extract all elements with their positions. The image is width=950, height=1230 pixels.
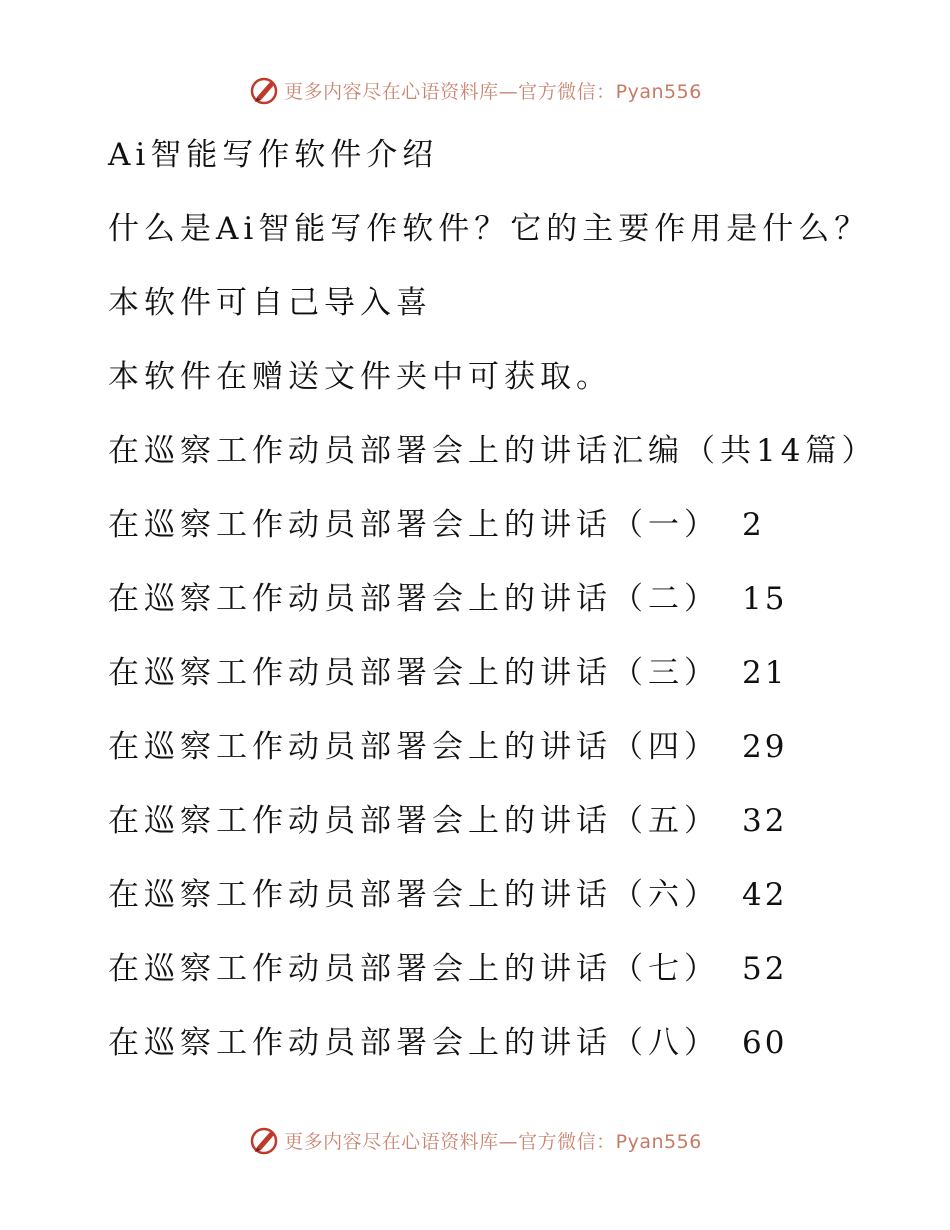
toc-item	[108, 932, 908, 1006]
toc-item-label: 在巡察工作动员部署会上的讲话（八）	[108, 1025, 720, 1061]
toc-item-label: 在巡察工作动员部署会上的讲话（三）	[108, 655, 720, 691]
toc-item	[108, 488, 908, 562]
toc-item	[108, 784, 908, 858]
toc-item-label: 在巡察工作动员部署会上的讲话（二）	[108, 581, 720, 617]
toc-item-page: 60	[742, 1025, 788, 1061]
toc-item-page: 42	[742, 877, 788, 913]
pen-logo-icon	[248, 74, 280, 106]
banner-text: 更多内容尽在心语资料库—官方微信：Pyan556	[284, 80, 702, 103]
toc-item-page: 32	[742, 803, 788, 839]
toc-item	[108, 858, 908, 932]
toc-item-page: 52	[742, 951, 788, 987]
toc-item	[108, 1006, 908, 1080]
toc-item	[108, 636, 908, 710]
toc-item-page: 15	[742, 581, 788, 617]
footer-banner	[0, 1120, 950, 1160]
banner-text: 更多内容尽在心语资料库—官方微信：Pyan556	[284, 1130, 702, 1153]
toc-item-label: 在巡察工作动员部署会上的讲话（四）	[108, 729, 720, 765]
intro-title: Ai智能写作软件介绍	[108, 137, 439, 173]
header-banner	[0, 70, 950, 110]
toc-item-page: 2	[742, 507, 765, 543]
intro-import-note: 本软件可自己导入喜	[108, 285, 432, 321]
wechat-id: Pyan556	[615, 1130, 702, 1153]
toc-item-label: 在巡察工作动员部署会上的讲话（一）	[108, 507, 720, 543]
toc-item-label: 在巡察工作动员部署会上的讲话（六）	[108, 877, 720, 913]
toc-item-page: 29	[742, 729, 788, 765]
toc-item-page: 21	[742, 655, 788, 691]
intro-question: 什么是Ai智能写作软件？它的主要作用是什么？	[108, 211, 871, 247]
document-body	[108, 118, 908, 1080]
pen-logo-icon	[248, 1124, 280, 1156]
intro-gift-note: 本软件在赠送文件夹中可获取。	[108, 359, 612, 395]
toc-item-label: 在巡察工作动员部署会上的讲话（五）	[108, 803, 720, 839]
toc-item	[108, 562, 908, 636]
toc-item	[108, 710, 908, 784]
toc-item-label: 在巡察工作动员部署会上的讲话（七）	[108, 951, 720, 987]
collection-title: 在巡察工作动员部署会上的讲话汇编（共14篇）	[108, 433, 878, 469]
wechat-id: Pyan556	[615, 80, 702, 103]
